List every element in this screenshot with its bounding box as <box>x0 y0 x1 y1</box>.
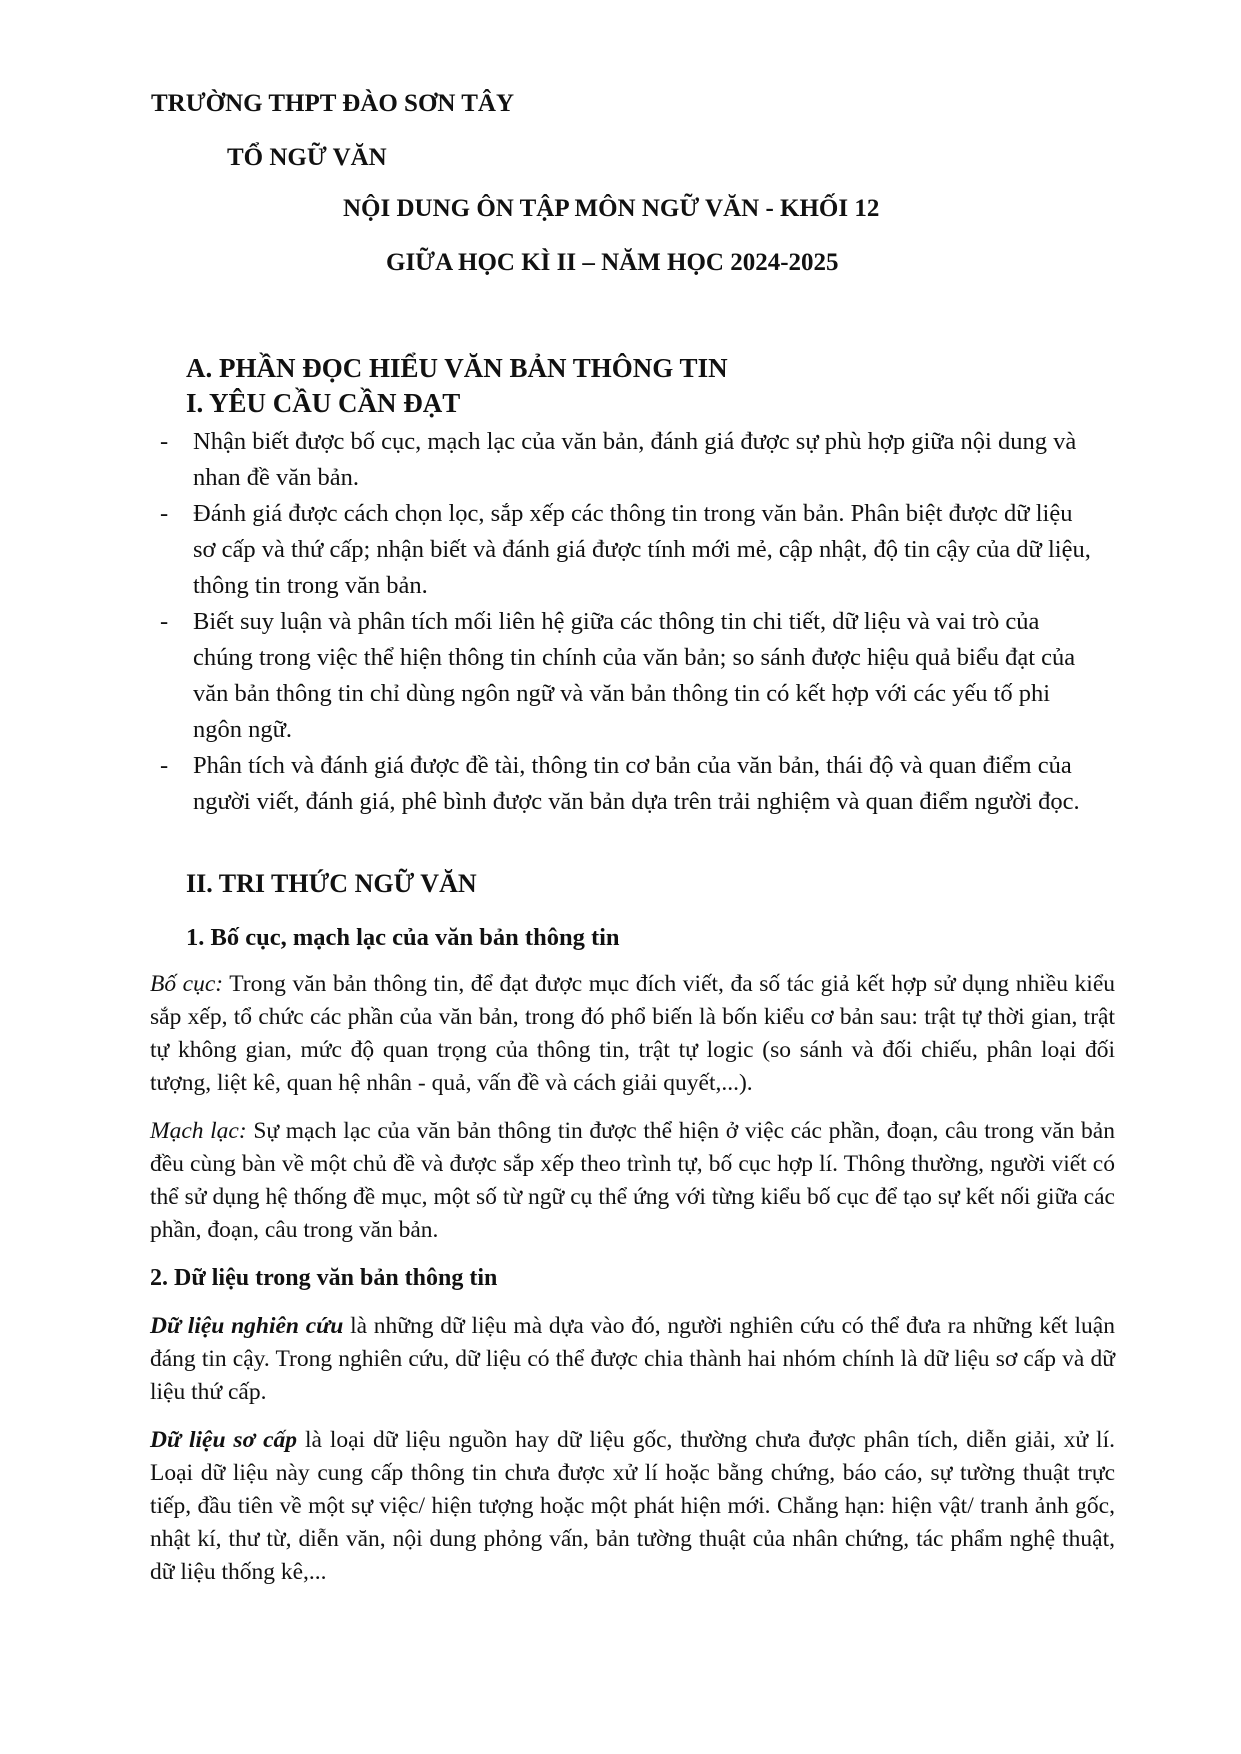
du-lieu-nghien-cuu-paragraph <box>150 1310 1115 1409</box>
list-item-text: Nhận biết được bố cục, mạch lạc của văn bản, đánh giá được sự phù hợp giữa nội dung và nhan đề văn bản. <box>193 428 1077 491</box>
requirements-list <box>160 424 1100 820</box>
document-title: NỘI DUNG ÔN TẬP MÔN NGỮ VĂN - KHỐI 12 <box>343 195 880 222</box>
mach-lac-paragraph <box>150 1115 1115 1247</box>
part-2-heading: II. TRI THỨC NGỮ VĂN <box>186 869 477 898</box>
list-item-text: Biết suy luận và phân tích mối liên hệ giữa các thông tin chi tiết, dữ liệu và vai trò của chúng trong việc thể hiện thông tin chính của văn bản; so sánh được hiệu quả biểu đạt của văn bản thông tin chỉ dùng ngôn ngữ và văn bản thông tin có kết hợp với các yếu tố phi ngôn ngữ. <box>193 608 1076 743</box>
list-item <box>160 496 1100 604</box>
bo-cuc-text: Trong văn bản thông tin, để đạt được mục đích viết, đa số tác giả kết hợp sử dụng nhiều kiểu sắp xếp, tổ chức các phần của văn bản, trong đó phổ biến là bốn kiểu cơ bản sau: trật tự thời gian, trật tự không gian, mức độ quan trọng của thông tin, trật tự logic (so sánh và đối chiếu, phân loại đối tượng, liệt kê, quan hệ nhân - quả, vấn đề và cách giải quyết,...). <box>150 971 1115 1096</box>
list-item <box>160 604 1100 748</box>
list-item <box>160 424 1100 496</box>
bo-cuc-term: Bố cục: <box>150 971 224 997</box>
du-lieu-nghien-cuu-term: Dữ liệu nghiên cứu <box>150 1313 344 1339</box>
list-item-text: Đánh giá được cách chọn lọc, sắp xếp các thông tin trong văn bản. Phân biệt được dữ liệu sơ cấp và thứ cấp; nhận biết và đánh giá được tính mới mẻ, cập nhật, độ tin cậy của dữ liệu, thông tin trong văn bản. <box>193 500 1091 599</box>
du-lieu-so-cap-paragraph <box>150 1424 1115 1589</box>
bullet-dash: - <box>160 500 169 527</box>
mach-lac-term: Mạch lạc: <box>150 1118 247 1144</box>
list-item-text: Phân tích và đánh giá được đề tài, thông tin cơ bản của văn bản, thái độ và quan điểm của người viết, đánh giá, phê bình được văn bản dựa trên trải nghiệm và quan điểm người đọc. <box>193 752 1080 815</box>
section-a-heading: A. PHẦN ĐỌC HIỂU VĂN BẢN THÔNG TIN <box>186 353 728 383</box>
mach-lac-text: Sự mạch lạc của văn bản thông tin được thể hiện ở việc các phần, đoạn, câu trong văn bản đều cùng bàn về một chủ đề và được sắp xếp theo trình tự, bố cục hợp lí. Thông thường, người viết có thể sử dụng hệ thống đề mục, một số từ ngữ cụ thể ứng với từng kiểu bố cục để tạo sự kết nối giữa các phần, đoạn, câu trong văn bản. <box>150 1118 1115 1243</box>
subsection-2-heading: 2. Dữ liệu trong văn bản thông tin <box>150 1265 498 1291</box>
school-name: TRƯỜNG THPT ĐÀO SƠN TÂY <box>151 90 515 117</box>
du-lieu-so-cap-text: là loại dữ liệu nguồn hay dữ liệu gốc, thường chưa được phân tích, diễn giải, xử lí. Loại dữ liệu này cung cấp thông tin chưa được xử lí hoặc bằng chứng, báo cáo, sự tường thuật trực tiếp, đầu tiên về một sự việc/ hiện tượng hoặc một phát hiện mới. Chẳng hạn: hiện vật/ tranh ảnh gốc, nhật kí, thư từ, diễn văn, nội dung phỏng vấn, bản tường thuật của nhân chứng, tác phẩm nghệ thuật, dữ liệu thống kê,... <box>150 1427 1115 1585</box>
du-lieu-nghien-cuu-text: là những dữ liệu mà dựa vào đó, người nghiên cứu có thể đưa ra những kết luận đáng tin cậy. Trong nghiên cứu, dữ liệu có thể được chia thành hai nhóm chính là dữ liệu sơ cấp và dữ liệu thứ cấp. <box>150 1313 1115 1405</box>
bullet-dash: - <box>160 752 169 779</box>
part-1-heading: I. YÊU CẦU CẦN ĐẠT <box>186 388 461 418</box>
du-lieu-so-cap-term: Dữ liệu sơ cấp <box>150 1427 298 1453</box>
bullet-dash: - <box>160 608 169 635</box>
bo-cuc-paragraph <box>150 968 1115 1100</box>
subsection-1-heading: 1. Bố cục, mạch lạc của văn bản thông tin <box>186 924 620 951</box>
document-subtitle: GIỮA HỌC KÌ II – NĂM HỌC 2024-2025 <box>386 249 839 276</box>
list-item <box>160 748 1100 820</box>
bullet-dash: - <box>160 428 169 455</box>
department-name: TỔ NGỮ VĂN <box>227 144 387 171</box>
